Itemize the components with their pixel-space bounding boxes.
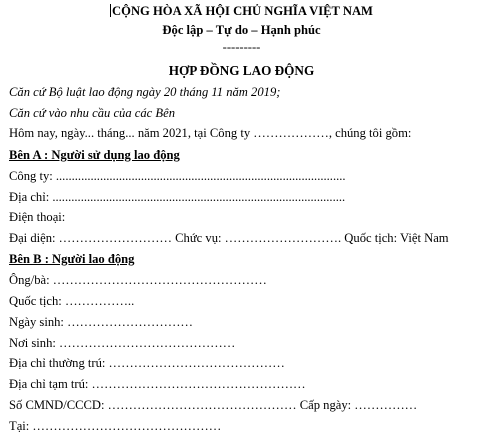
legal-basis-1: Căn cứ Bộ luật lao động ngày 20 tháng 11 năm 2019; [9, 85, 281, 99]
text-cursor [110, 4, 111, 17]
motto: Độc lập – Tự do – Hạnh phúc [162, 23, 321, 37]
party-b-temporary-address: Địa chỉ tạm trú: …………………………………………… [9, 377, 306, 391]
nation-heading: CỘNG HÒA XÃ HỘI CHỦ NGHĨA VIỆT NAM [112, 4, 373, 18]
party-b-name: Ông/bà: …………………………………………… [9, 273, 267, 287]
party-a-phone: Điện thoại: [9, 210, 66, 224]
party-a-company: Công ty: ............................................................................................ [9, 169, 346, 183]
legal-basis-2: Căn cứ vào nhu cầu của các Bên [9, 106, 175, 120]
party-a-heading: Bên A : Người sử dụng lao động [9, 148, 180, 162]
party-b-birthplace: Nơi sinh: …………………………………… [9, 336, 236, 350]
party-b-permanent-address: Địa chỉ thường trú: …………………………………… [9, 356, 285, 370]
party-b-heading: Bên B : Người lao động [9, 252, 135, 266]
party-b-nationality: Quốc tịch: …………….. [9, 294, 135, 308]
party-b-issued-at: Tại: ……………………………………… [9, 419, 222, 433]
party-b-dob: Ngày sinh: ………………………… [9, 315, 194, 329]
party-a-representative: Đại diện: ……………………… Chức vụ: ………………………. Quốc tịch: Việt Nam [9, 231, 449, 245]
header-divider: --------- [222, 40, 261, 54]
party-b-id-number: Số CMND/CCCD: ……………………………………… Cấp ngày: …………… [9, 398, 418, 412]
party-a-address: Địa chỉ: ............................................................................................. [9, 190, 346, 204]
intro-line: Hôm nay, ngày... tháng... năm 2021, tại Công ty ………………, chúng tôi gồm: [9, 126, 412, 140]
document-title: HỢP ĐỒNG LAO ĐỘNG [168, 63, 315, 78]
